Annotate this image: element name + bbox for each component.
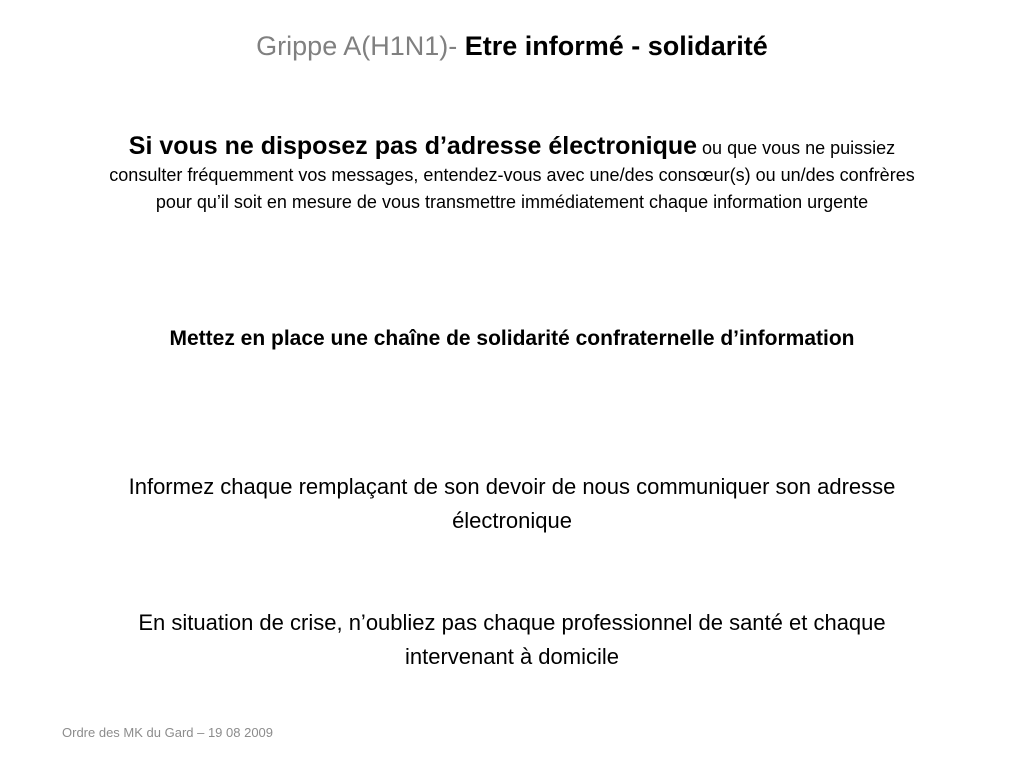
paragraph-inform-replacement: Informez chaque remplaçant de son devoir de nous communiquer son adresse électronique — [128, 474, 896, 533]
slide-footer: Ordre des MK du Gard – 19 08 2009 — [62, 725, 274, 740]
paragraph-solidarity-chain: Mettez en place une chaîne de solidarité confraternelle d’information — [169, 327, 855, 350]
paragraph-email-rest: ou que vous ne puissiez consulter fréquemment vos messages, entendez-vous avec une/des consœur(s) ou un/des confrères pour qu’il soit en mesure de vous transmettre immédiatement chaque information urgente — [109, 138, 915, 212]
slide-title — [0, 28, 1024, 64]
slide-title-bold: Etre informé - solidarité — [464, 31, 768, 61]
slide-title-prefix: Grippe A(H1N1)- — [256, 31, 465, 61]
paragraph-email-advice — [90, 131, 934, 216]
paragraph-email-lead: Si vous ne disposez pas d’adresse électronique — [128, 132, 698, 160]
paragraph-crisis-situation: En situation de crise, n’oubliez pas chaque professionnel de santé et chaque intervenant à domicile — [138, 610, 886, 669]
